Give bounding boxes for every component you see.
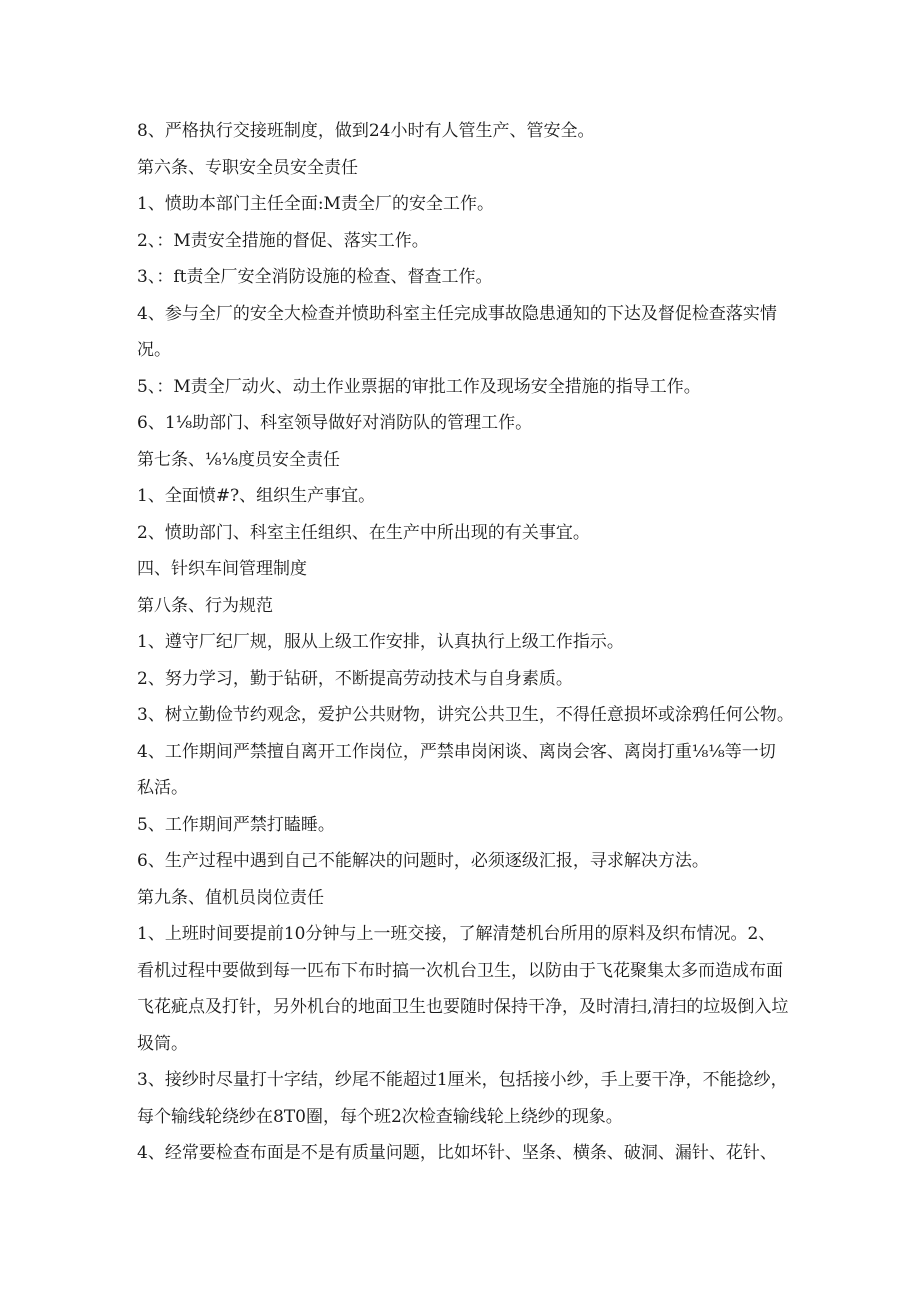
text-line: 6、1⅛助部门、科室领导做好对消防队的管理工作。 — [137, 413, 533, 433]
text-line: 每个输线轮绕纱在8T0圈，每个班2次检查输线轮上绕纱的现象。 — [137, 1106, 623, 1127]
chapter-heading: 四、针织车间管理制度 — [137, 559, 307, 579]
text-line: 4、参与全厂的安全大检查并愤助科室主任完成事故隐患通知的下达及督促检查落实情 — [137, 303, 777, 324]
section-heading: 第九条、值机员岗位责任 — [137, 887, 324, 908]
text-line: 私活。 — [137, 778, 188, 798]
text-line: 圾筒。 — [137, 1033, 188, 1054]
section-heading: 第六条、专职安全员安全责任 — [137, 157, 358, 178]
text-line: 2、努力学习，勤于钻研，不断提高劳动技术与自身素质。 — [137, 668, 573, 689]
text-line: 6、生产过程中遇到自己不能解决的问题时，必须逐级汇报，寻求解决方法。 — [137, 851, 709, 871]
text-line: 5、工作期间严禁打瞌睡。 — [137, 814, 335, 835]
text-line: 飞花疵点及打针，另外机台的地面卫生也要随时保持干净，及时清扫,清扫的垃圾倒入垃 — [137, 997, 789, 1017]
section-heading: 第七条、⅛⅛度员安全责任 — [137, 449, 340, 470]
text-line: 8、严格执行交接班制度，做到24小时有人管生产、管安全。 — [137, 121, 595, 141]
text-line: 3、：ft责全厂安全消防设施的检查、督查工作。 — [137, 267, 493, 287]
text-line: 1、遵守厂纪厂规，服从上级工作安排，认真执行上级工作指示。 — [137, 632, 624, 652]
text-line: 1、全面愤#?、组织生产事宜。 — [137, 486, 376, 506]
document-body — [137, 113, 797, 1172]
section-heading: 第八条、行为规范 — [137, 595, 273, 616]
text-line: 4、经常要检查布面是不是有质量问题，比如坏针、坚条、横条、破洞、漏针、花针、 — [137, 1143, 777, 1163]
text-line: 2、愤助部门、科室主任组织、在生产中所出现的有关事宜。 — [137, 522, 590, 543]
text-line: 5、：M责全厂动火、动土作业票据的审批工作及现场安全措施的指导工作。 — [137, 376, 701, 397]
text-line: 1、愤助本部门主任全面:M责全厂的安全工作。 — [137, 194, 494, 214]
text-line: 3、接纱时尽量打十字结，纱尾不能超过1厘米，包括接小纱，手上要干净，不能捻纱， — [137, 1070, 788, 1090]
text-line: 况。 — [137, 340, 171, 360]
text-line: 3、树立勤俭节约观念，爱护公共财物，讲究公共卫生，不得任意损坏或涂鸦任何公物。 — [137, 705, 794, 725]
text-line: 4、工作期间严禁擅自离开工作岗位，严禁串岗闲谈、离岗会客、离岗打重⅛⅛等一切 — [137, 741, 776, 762]
text-line: 看机过程中要做到每一匹布下布时搞一次机台卫生，以防由于飞花聚集太多而造成布面 — [137, 960, 783, 981]
text-line: 2、：M责安全措施的督促、落实工作。 — [137, 230, 429, 251]
text-line: 1、上班时间要提前10分钟与上一班交接，了解清楚机台所用的原料及织布情况。2、 — [137, 924, 776, 944]
